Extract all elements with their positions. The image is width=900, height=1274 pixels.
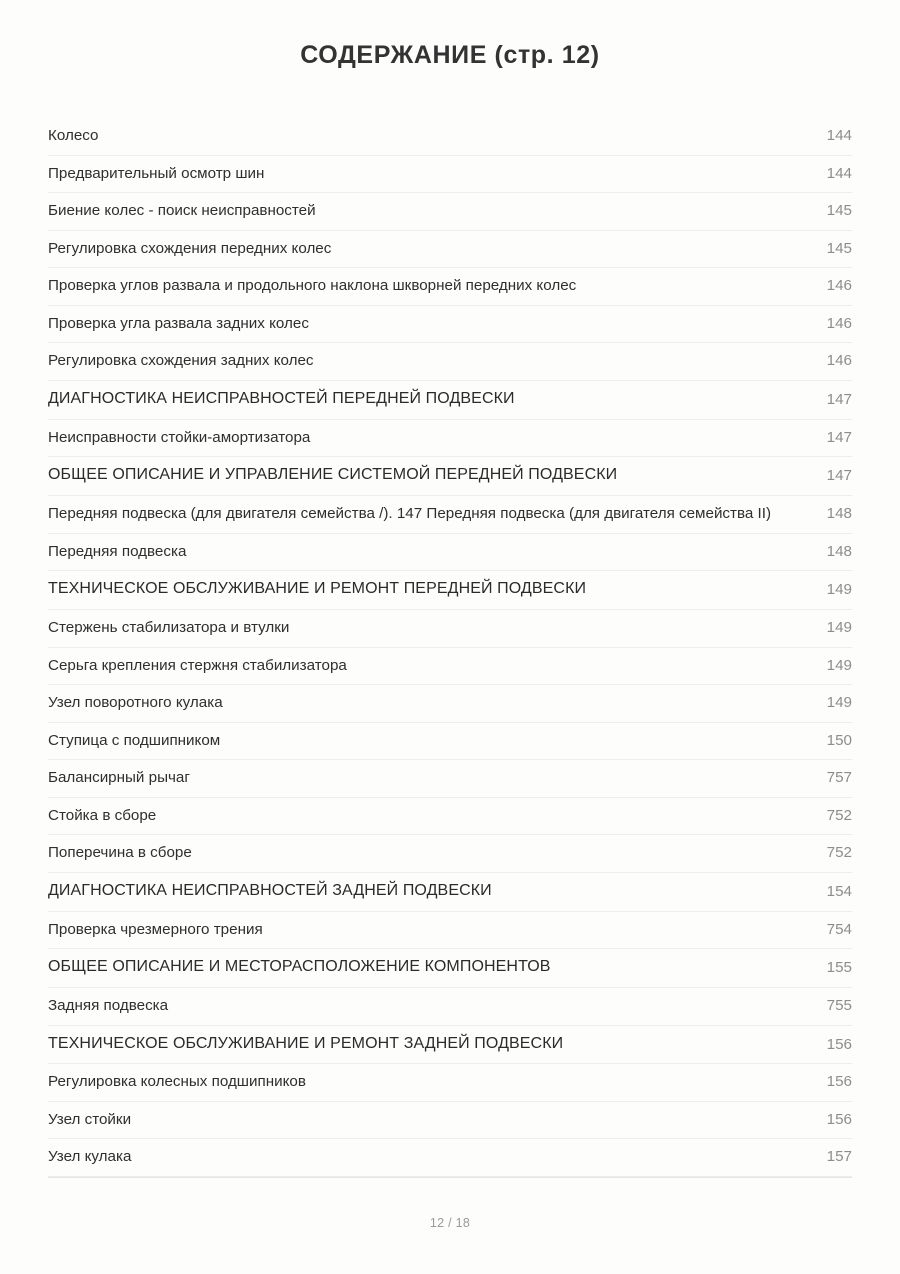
toc-entry-title: ОБЩЕЕ ОПИСАНИЕ И МЕСТОРАСПОЛОЖЕНИЕ КОМПОНЕНТОВ xyxy=(48,958,551,976)
toc-entry[interactable] xyxy=(48,610,852,648)
toc-entry-title: Балансирный рычаг xyxy=(48,769,190,787)
toc-entry-page: 147 xyxy=(826,428,852,446)
toc-entry-title: Узел стойки xyxy=(48,1110,132,1128)
toc-entry[interactable] xyxy=(48,231,852,269)
toc-entry[interactable] xyxy=(48,496,852,534)
toc-entry-title: Проверка углов развала и продольного наклона шкворней передних колес xyxy=(48,277,577,295)
toc-entry[interactable] xyxy=(48,685,852,723)
toc-entry-title: Поперечина в сборе xyxy=(48,844,192,862)
table-of-contents xyxy=(48,118,852,1177)
toc-entry-page: 154 xyxy=(826,883,852,901)
toc-entry[interactable] xyxy=(48,156,852,194)
toc-entry-title: ОБЩЕЕ ОПИСАНИЕ И УПРАВЛЕНИЕ СИСТЕМОЙ ПЕРЕДНЕЙ ПОДВЕСКИ xyxy=(48,466,618,484)
toc-entry-title: Колесо xyxy=(48,127,99,144)
toc-entry[interactable] xyxy=(48,306,852,344)
toc-entry-title: Регулировка схождения передних колес xyxy=(48,239,332,257)
toc-entry-title: Неисправности стойки-амортизатора xyxy=(48,428,311,446)
toc-entry-title: Узел кулака xyxy=(48,1148,132,1166)
toc-entry-page: 752 xyxy=(826,844,852,862)
toc-entry-page: 146 xyxy=(826,352,852,370)
toc-entry[interactable] xyxy=(48,760,852,798)
toc-entry[interactable] xyxy=(48,1026,852,1065)
toc-entry-page: 156 xyxy=(826,1035,852,1053)
page-title: СОДЕРЖАНИЕ (стр. 12) xyxy=(300,41,600,69)
toc-entry-page: 155 xyxy=(826,959,852,977)
toc-entry-title: ДИАГНОСТИКА НЕИСПРАВНОСТЕЙ ПЕРЕДНЕЙ ПОДВЕСКИ xyxy=(48,390,515,408)
toc-entry[interactable] xyxy=(48,1102,852,1140)
toc-entry-page: 150 xyxy=(826,731,852,749)
toc-entry[interactable] xyxy=(48,381,852,420)
toc-entry[interactable] xyxy=(48,268,852,306)
toc-entry-page: 147 xyxy=(826,391,852,409)
toc-entry-title: Передняя подвеска (для двигателя семейства /). 147 Передняя подвеска (для двигателя семейства II) xyxy=(48,505,772,523)
toc-entry[interactable] xyxy=(48,912,852,950)
toc-entry-page: 156 xyxy=(826,1073,852,1091)
toc-entry-page: 755 xyxy=(826,997,852,1014)
toc-entry-title: Регулировка схождения задних колес xyxy=(48,352,314,370)
toc-entry[interactable] xyxy=(48,988,852,1026)
toc-entry-title: Передняя подвеска xyxy=(48,542,187,560)
toc-entry-title: Серьга крепления стержня стабилизатора xyxy=(48,656,347,674)
toc-entry-title: Проверка угла развала задних колес xyxy=(48,314,309,332)
toc-entry[interactable] xyxy=(48,118,852,156)
toc-entry[interactable] xyxy=(48,457,852,496)
toc-entry-page: 146 xyxy=(826,314,852,332)
toc-entry[interactable] xyxy=(48,835,852,873)
toc-entry[interactable] xyxy=(48,420,852,458)
toc-entry-title: Стержень стабилизатора и втулки xyxy=(48,618,290,636)
toc-entry-title: Ступица с подшипником xyxy=(48,731,221,749)
toc-entry-page: 146 xyxy=(826,277,852,295)
toc-entry-title: Стойка в сборе xyxy=(48,806,157,824)
toc-entry-title: Задняя подвеска xyxy=(48,997,169,1014)
toc-entry[interactable] xyxy=(48,723,852,761)
toc-entry-page: 149 xyxy=(826,694,852,712)
toc-entry-page: 754 xyxy=(826,920,852,938)
toc-entry[interactable] xyxy=(48,873,852,912)
toc-entry-page: 149 xyxy=(826,581,852,599)
toc-entry-page: 144 xyxy=(826,127,852,144)
toc-entry-title: ТЕХНИЧЕСКОЕ ОБСЛУЖИВАНИЕ И РЕМОНТ ПЕРЕДНЕЙ ПОДВЕСКИ xyxy=(48,580,587,598)
toc-entry-page: 144 xyxy=(826,164,852,182)
toc-entry-title: Регулировка колесных подшипников xyxy=(48,1073,306,1091)
toc-entry-title: ДИАГНОСТИКА НЕИСПРАВНОСТЕЙ ЗАДНЕЙ ПОДВЕСКИ xyxy=(48,881,492,899)
toc-entry-page: 145 xyxy=(826,239,852,257)
toc-entry[interactable] xyxy=(48,343,852,381)
toc-entry-page: 147 xyxy=(826,467,852,485)
toc-entry[interactable] xyxy=(48,534,852,572)
toc-entry[interactable] xyxy=(48,949,852,988)
toc-entry-title: Биение колес - поиск неисправностей xyxy=(48,202,316,220)
toc-entry-page: 149 xyxy=(826,656,852,674)
page-indicator: 12 / 18 xyxy=(429,1216,471,1231)
toc-entry-title: ТЕХНИЧЕСКОЕ ОБСЛУЖИВАНИЕ И РЕМОНТ ЗАДНЕЙ ПОДВЕСКИ xyxy=(48,1034,564,1052)
page-footer xyxy=(48,1177,852,1274)
toc-entry-title: Предварительный осмотр шин xyxy=(48,164,265,182)
toc-entry[interactable] xyxy=(48,798,852,836)
toc-entry-page: 149 xyxy=(826,618,852,636)
toc-entry[interactable] xyxy=(48,648,852,686)
toc-entry[interactable] xyxy=(48,571,852,610)
toc-entry-page: 145 xyxy=(826,202,852,220)
toc-entry[interactable] xyxy=(48,1064,852,1102)
toc-entry-title: Узел поворотного кулака xyxy=(48,694,223,712)
toc-entry-page: 156 xyxy=(826,1110,852,1128)
toc-entry[interactable] xyxy=(48,193,852,231)
toc-entry-page: 757 xyxy=(826,769,852,787)
toc-entry-title: Проверка чрезмерного трения xyxy=(48,920,263,938)
toc-entry-page: 157 xyxy=(826,1148,852,1166)
toc-entry-page: 752 xyxy=(826,806,852,824)
toc-entry-page: 148 xyxy=(826,542,852,560)
toc-entry[interactable] xyxy=(48,1139,852,1177)
toc-entry-page: 148 xyxy=(826,505,852,523)
